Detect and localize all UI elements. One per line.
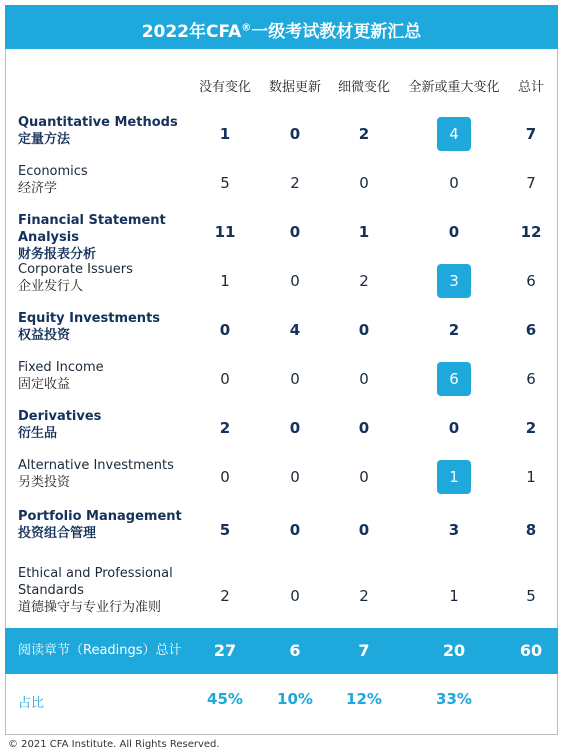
row-label xyxy=(18,261,203,295)
table-cell: 7 xyxy=(525,125,537,143)
percent-value: 12% xyxy=(346,690,382,708)
column-header: 全新或重大变化 xyxy=(408,80,500,95)
table-cell: 0 xyxy=(289,419,301,437)
total-value: 27 xyxy=(213,641,237,660)
table-cell: 0 xyxy=(289,521,301,539)
copyright: © 2021 CFA Institute. All Rights Reserved. xyxy=(8,739,220,750)
page-title: 2022年CFA®一级考试教材更新汇总 xyxy=(141,21,422,42)
row-label-zh: 道德操守与专业行为准则 xyxy=(18,600,162,615)
table-cell: 2 xyxy=(525,419,537,437)
row-label xyxy=(18,114,203,148)
totals-label: 阅读章节（Readings）总计 xyxy=(18,643,182,658)
highlighted-cell: 1 xyxy=(437,460,471,494)
table-cell: 6 xyxy=(526,370,536,388)
table-cell: 0 xyxy=(290,587,300,605)
table-cell: 0 xyxy=(359,370,369,388)
row-label xyxy=(18,163,203,197)
table-cell: 5 xyxy=(220,174,230,192)
percent-value: 33% xyxy=(436,690,472,708)
table-cell: 2 xyxy=(220,587,230,605)
row-label xyxy=(18,212,203,263)
table-cell: 4 xyxy=(289,321,301,339)
table-row xyxy=(5,408,558,448)
table-cell: 2 xyxy=(290,174,300,192)
table-cell: 5 xyxy=(526,587,536,605)
table-cell: 0 xyxy=(358,521,370,539)
row-label-en: Quantitative Methods xyxy=(18,115,178,130)
table-row xyxy=(5,508,558,552)
table-cell: 0 xyxy=(290,272,300,290)
row-label xyxy=(18,408,203,442)
table-cell: 0 xyxy=(359,174,369,192)
column-header: 细微变化 xyxy=(337,80,390,95)
column-header: 没有变化 xyxy=(198,80,251,95)
percent-value: 10% xyxy=(277,690,313,708)
total-value: 7 xyxy=(358,641,370,660)
table-cell: 3 xyxy=(448,521,460,539)
row-label-zh: 经济学 xyxy=(18,181,58,196)
table-cell: 0 xyxy=(448,419,460,437)
totals-row xyxy=(5,628,558,674)
row-label-en: Derivatives xyxy=(18,409,102,424)
table-cell: 0 xyxy=(220,468,230,486)
total-value: 60 xyxy=(519,641,543,660)
table-cell: 0 xyxy=(448,223,460,241)
table-cell: 0 xyxy=(289,125,301,143)
table-cell: 8 xyxy=(525,521,537,539)
table-row xyxy=(5,565,558,623)
highlighted-cell: 6 xyxy=(437,362,471,396)
row-label-en: Portfolio Management xyxy=(18,509,182,524)
table-cell: 5 xyxy=(219,521,231,539)
row-label-zh: 权益投资 xyxy=(18,328,71,343)
highlighted-cell: 4 xyxy=(437,117,471,151)
table-cell: 1 xyxy=(220,272,230,290)
table-cell: 1 xyxy=(219,125,231,143)
row-label-en: Alternative Investments xyxy=(18,458,174,473)
table-cell: 2 xyxy=(358,125,370,143)
table-cell: 0 xyxy=(358,321,370,339)
table-cell: 0 xyxy=(290,468,300,486)
percent-label: 占比 xyxy=(18,696,45,711)
table-cell: 0 xyxy=(220,370,230,388)
row-label xyxy=(18,310,203,344)
table-cell: 2 xyxy=(359,272,369,290)
row-label xyxy=(18,508,203,542)
title-bar xyxy=(5,5,558,49)
row-label-en: Fixed Income xyxy=(18,360,104,375)
row-label-zh: 定量方法 xyxy=(18,132,71,147)
percent-value: 45% xyxy=(207,690,243,708)
row-label-en: Financial Statement Analysis xyxy=(18,213,166,245)
row-label-en: Economics xyxy=(18,164,88,179)
table-row xyxy=(5,114,558,154)
table-cell: 12 xyxy=(520,223,542,241)
table-cell: 0 xyxy=(289,223,301,241)
column-header: 总计 xyxy=(517,80,544,95)
table-row xyxy=(5,163,558,203)
table-cell: 0 xyxy=(359,468,369,486)
total-value: 6 xyxy=(289,641,301,660)
row-label-en: Corporate Issuers xyxy=(18,262,133,277)
table-cell: 6 xyxy=(525,321,537,339)
highlighted-cell: 3 xyxy=(437,264,471,298)
table-cell: 1 xyxy=(526,468,536,486)
row-label-zh: 财务报表分析 xyxy=(18,247,97,262)
table-cell: 2 xyxy=(359,587,369,605)
table-cell: 0 xyxy=(449,174,459,192)
table-row xyxy=(5,359,558,399)
row-label xyxy=(18,565,203,616)
row-label-zh: 衍生品 xyxy=(18,426,58,441)
row-label-en: Ethical and Professional Standards xyxy=(18,566,173,598)
row-label-zh: 固定收益 xyxy=(18,377,71,392)
table-cell: 7 xyxy=(526,174,536,192)
table-cell: 2 xyxy=(219,419,231,437)
table-row xyxy=(5,212,558,262)
row-label xyxy=(18,359,203,393)
table-row xyxy=(5,310,558,350)
column-header: 数据更新 xyxy=(268,80,321,95)
table-cell: 1 xyxy=(358,223,370,241)
table-cell: 2 xyxy=(448,321,460,339)
table-cell: 0 xyxy=(358,419,370,437)
table-row xyxy=(5,457,558,497)
row-label-en: Equity Investments xyxy=(18,311,161,326)
total-value: 20 xyxy=(442,641,466,660)
row-label-zh: 另类投资 xyxy=(18,475,71,490)
row-label xyxy=(18,457,203,491)
table-cell: 1 xyxy=(449,587,459,605)
table-row xyxy=(5,261,558,301)
row-label-zh: 投资组合管理 xyxy=(18,526,97,541)
table-cell: 6 xyxy=(526,272,536,290)
table-cell: 0 xyxy=(219,321,231,339)
table-cell: 0 xyxy=(290,370,300,388)
row-label-zh: 企业发行人 xyxy=(18,279,84,294)
table-cell: 11 xyxy=(214,223,236,241)
